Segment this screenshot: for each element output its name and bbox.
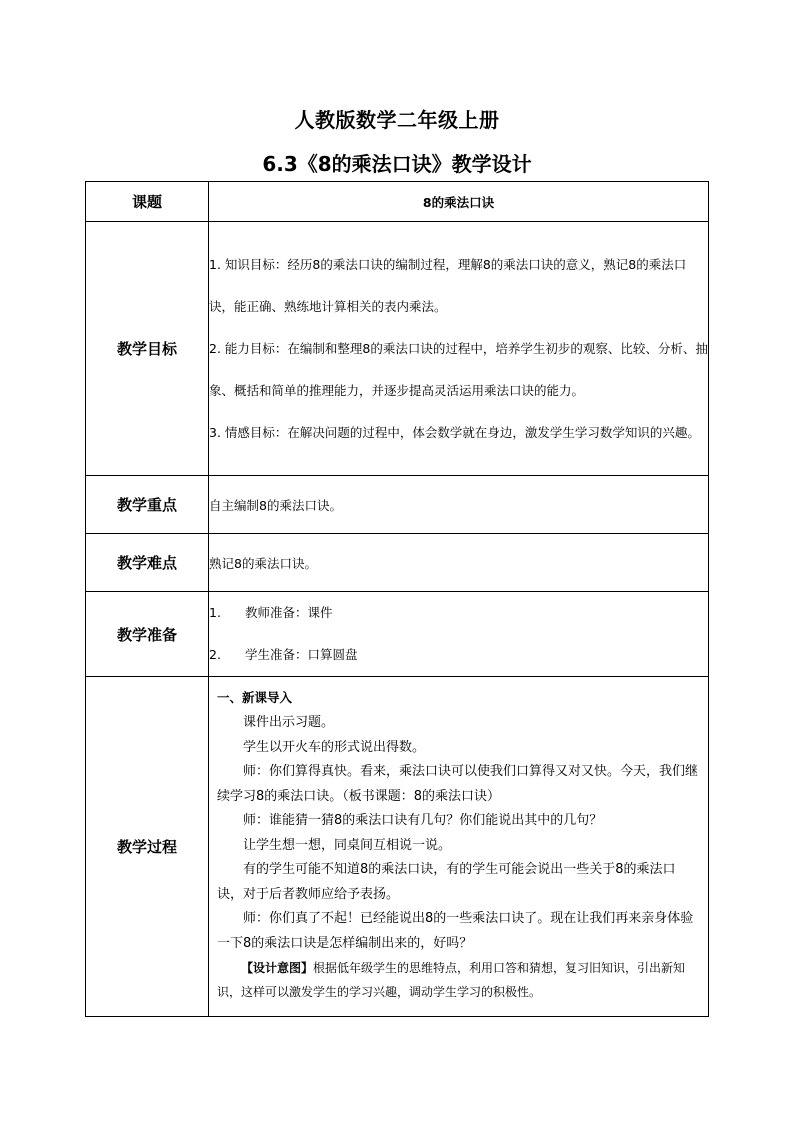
goal-item-ability: 2. 能力目标：在编制和整理8的乘法口诀的过程中，培养学生初步的观察、比较、分析、抽象、概括和简单的推理能力，并逐步提高灵活运用乘法口诀的能力。 xyxy=(209,340,708,398)
preparation-item-student xyxy=(209,634,708,676)
difficulty-value: 熟记8的乘法口诀。 xyxy=(209,534,709,592)
process-content xyxy=(209,677,709,1017)
goals-row xyxy=(86,222,709,476)
preparation-row xyxy=(86,592,709,677)
process-paragraph: 课件出示习题。 xyxy=(243,715,335,730)
goal-item-emotion: 3. 情感目标：在解决问题的过程中，体会数学就在身边，激发学生学习数学知识的兴趣。 xyxy=(209,424,700,440)
document-title: 人教版数学二年级上册 xyxy=(294,108,500,132)
design-intent-tag: 【设计意图】 xyxy=(241,961,314,975)
goals-label: 教学目标 xyxy=(86,222,209,476)
process-paragraph: 师：你们真了不起！已经能说出8的一些乘法口诀了。现在让我们再来亲身体验一下8的乘法口诀是怎样编制出来的，好吗？ xyxy=(217,911,694,951)
process-section-heading: 一、新课导入 xyxy=(217,690,293,705)
difficulty-label: 教学难点 xyxy=(86,534,209,592)
preparation-item-text: 教师准备：课件 xyxy=(245,605,333,620)
process-label: 教学过程 xyxy=(86,677,209,1017)
preparation-item-number: 1. xyxy=(209,605,221,620)
topic-value: 8的乘法口诀 xyxy=(209,182,709,222)
design-intent xyxy=(217,956,700,1004)
preparation-item-text: 学生准备：口算圆盘 xyxy=(245,647,358,662)
topic-row xyxy=(86,182,709,222)
document-subtitle: 6.3《8的乘法口诀》教学设计 xyxy=(262,152,532,176)
process-paragraph: 师：谁能猜一猜8的乘法口诀有几句？你们能说出其中的几句？ xyxy=(243,813,603,828)
process-paragraph: 有的学生可能不知道8的乘法口诀，有的学生可能会说出一些关于8的乘法口诀，对于后者教师应给予表扬。 xyxy=(217,862,676,902)
design-intent-text: 根据低年级学生的思维特点，利用口答和猜想，复习旧知识，引出新知识，这样可以激发学生的学习兴趣，调动学生学习的积极性。 xyxy=(217,961,686,999)
preparation-item-teacher xyxy=(209,592,708,634)
difficulty-row xyxy=(86,534,709,592)
process-paragraph: 师：你们算得真快。看来，乘法口诀可以使我们口算得又对又快。今天，我们继续学习8的乘法口诀。（板书课题：8的乘法口诀） xyxy=(217,764,699,804)
key-point-value: 自主编制8的乘法口诀。 xyxy=(209,476,709,534)
preparation-item-number: 2. xyxy=(209,647,221,662)
process-paragraph: 让学生想一想，同桌间互相说一说。 xyxy=(243,837,452,853)
key-point-row xyxy=(86,476,709,534)
preparation-label: 教学准备 xyxy=(86,592,209,677)
process-row xyxy=(86,677,709,1017)
topic-label: 课题 xyxy=(86,182,209,222)
lesson-plan-table xyxy=(85,181,709,1017)
process-paragraph: 学生以开火车的形式说出得数。 xyxy=(243,739,426,755)
goal-item-knowledge: 1. 知识目标：经历8的乘法口诀的编制过程，理解8的乘法口诀的意义，熟记8的乘法口诀，能正确、熟练地计算相关的表内乘法。 xyxy=(209,256,687,314)
key-point-label: 教学重点 xyxy=(86,476,209,534)
preparation-content xyxy=(209,592,709,677)
goals-content xyxy=(209,222,709,476)
